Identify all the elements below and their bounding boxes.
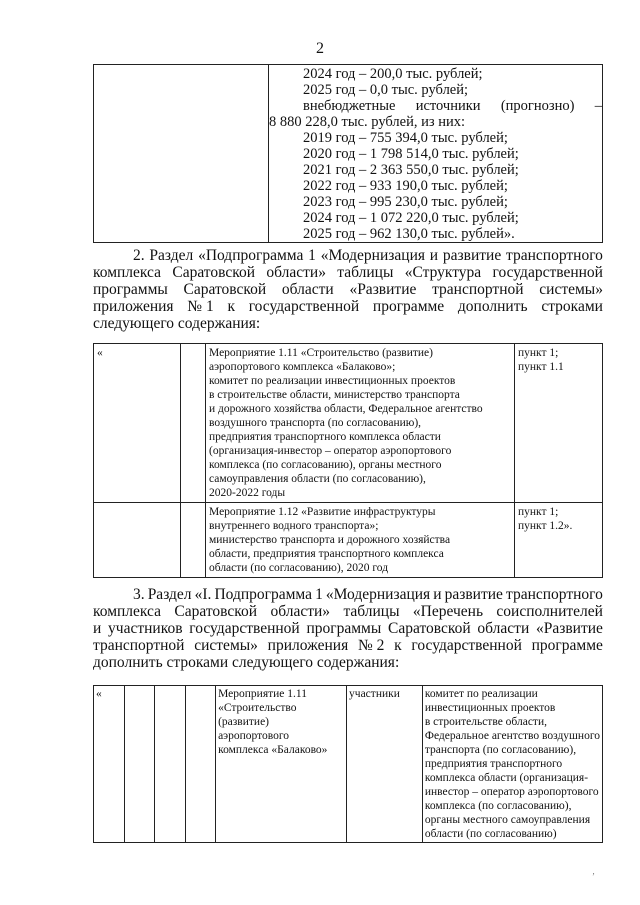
paragraph-line: [93, 603, 603, 620]
paragraph-line: [93, 264, 603, 281]
participant-line: инвестиционных проектов: [424, 702, 556, 714]
paragraph-word: области: [477, 620, 530, 637]
measure-line: области, предприятия транспортного комплекса: [209, 548, 444, 560]
funding-line: 2025 год – 0,0 тыс. рублей;: [303, 82, 469, 98]
funding-line: [269, 98, 602, 114]
paragraph-word: транспортного: [506, 247, 603, 264]
paragraph-word: и: [93, 620, 102, 637]
participants-empty-cell: [185, 686, 215, 843]
measure-line: самоуправления области (по согласованию),: [209, 473, 426, 485]
paragraph-word: программе: [372, 298, 445, 315]
paragraph-word: таблицы: [343, 603, 400, 620]
paragraph-word: и: [433, 586, 442, 603]
paragraph-word: «Модернизация: [320, 247, 425, 264]
participants-event-cell: [216, 686, 347, 843]
participants-list-cell: [422, 686, 602, 843]
paragraph-word: таблицы: [337, 264, 394, 281]
event-line: Мероприятие 1.11: [218, 688, 307, 700]
funding-word: –: [594, 98, 602, 114]
funding-table-right-cell: [269, 65, 603, 243]
event-line: комплекса «Балаково»: [218, 744, 328, 756]
scan-mark: ‚: [592, 866, 595, 876]
structure-points-cell: [515, 503, 603, 578]
structure-table: [93, 343, 603, 578]
paragraph-word: № 1: [187, 298, 214, 315]
paragraph-word: приложения: [93, 298, 174, 315]
paragraph-word: государственной: [248, 298, 360, 315]
structure-empty-cell: [181, 344, 206, 503]
measure-line: комплекса (по согласованию), органы местного: [209, 459, 442, 471]
participants-empty-cell: [124, 686, 154, 843]
measure-line: 2020-2022 годы: [209, 487, 286, 499]
measure-1-11-points: [518, 346, 599, 374]
paragraph-word: дополнить строками следующего содержания:: [93, 654, 400, 671]
structure-text-cell: [206, 503, 515, 578]
paragraph-word: 2.: [133, 247, 145, 264]
paragraph-word: «I.: [194, 586, 212, 603]
funding-word: внебюджетные: [303, 98, 396, 114]
measure-1-12-points: [518, 505, 599, 533]
funding-lines: [269, 65, 602, 242]
funding-line: 2023 год – 995 230,0 тыс. рублей;: [303, 194, 508, 210]
paragraph-word: и: [429, 247, 439, 264]
measure-1-11-text: [209, 346, 511, 500]
paragraph-word: области»: [266, 264, 326, 281]
measure-line: министерство транспорта и дорожного хозяйства: [209, 534, 451, 546]
funding-line: 2020 год – 1 798 514,0 тыс. рублей;: [303, 146, 519, 162]
paragraph-word: области»: [270, 603, 331, 620]
role-label: участники: [349, 688, 400, 700]
measure-line: (организация-инвестор – оператор аэропортового: [209, 445, 452, 457]
point-line: пункт 1.2».: [518, 520, 573, 532]
funding-line: 2024 год – 1 072 220,0 тыс. рублей;: [303, 210, 519, 226]
paragraph-word: «Развитие: [349, 281, 417, 298]
funding-line: 2025 год – 962 130,0 тыс. рублей».: [303, 226, 515, 242]
funding-table-left-cell: [94, 65, 269, 243]
structure-text-cell: [206, 344, 515, 503]
paragraph-word: программы: [93, 281, 168, 298]
participants-list: [425, 687, 600, 841]
participant-line: инвестор – оператор аэропортового: [424, 786, 599, 798]
structure-points-cell: [515, 344, 603, 503]
paragraph-word: «Подпрограмма: [198, 247, 304, 264]
structure-empty-cell: [181, 503, 206, 578]
section-2-paragraph: [93, 247, 603, 332]
paragraph-word: к: [394, 637, 402, 654]
paragraph-word: транспортной: [432, 281, 524, 298]
paragraph-line: [93, 247, 603, 264]
paragraph-line: [93, 654, 603, 671]
paragraph-word: программы: [306, 620, 382, 637]
funding-line: 2019 год – 755 394,0 тыс. рублей;: [303, 130, 508, 146]
participant-line: в строительстве области,: [424, 716, 547, 728]
paragraph-word: участников: [108, 620, 183, 637]
paragraph-word: системы»: [539, 281, 603, 298]
paragraph-word: 1: [308, 247, 316, 264]
paragraph-word: 3.: [133, 586, 145, 603]
paragraph-word: развитие: [444, 586, 503, 603]
event-line: (развитие): [218, 716, 270, 728]
event-1-11-text: [218, 687, 344, 757]
measure-line: внутреннего водного транспорта»;: [209, 520, 379, 532]
paragraph-word: государственной: [189, 620, 300, 637]
measure-line: и дорожного хозяйства области, Федеральное агентство: [209, 403, 483, 415]
participant-line: транспорта (по согласованию),: [424, 744, 577, 756]
paragraph-word: развитие: [442, 247, 502, 264]
paragraph-word: транспортной: [93, 637, 185, 654]
point-line: пункт 1.1: [518, 361, 564, 373]
paragraph-word: 1: [315, 586, 323, 603]
participants-table: [93, 685, 603, 843]
section-3-paragraph: [93, 586, 603, 671]
participant-line: предприятия транспортного: [424, 758, 563, 770]
paragraph-word: Раздел: [149, 247, 194, 264]
measure-line: воздушного транспорта (по согласованию),: [209, 417, 422, 429]
point-line: пункт 1;: [518, 506, 559, 518]
paragraph-word: программе: [531, 637, 603, 654]
measure-line: Мероприятие 1.11 «Строительство (развитие): [209, 347, 433, 359]
paragraph-word: транспортного: [505, 586, 603, 603]
participant-line: области (по согласованию): [424, 828, 557, 840]
funding-line: 2022 год – 933 190,0 тыс. рублей;: [303, 178, 508, 194]
paragraph-line: [93, 281, 603, 298]
event-line: «Строительство: [218, 702, 297, 714]
participant-line: комплекса области (организация-: [424, 772, 589, 784]
paragraph-word: «Структура: [404, 264, 482, 281]
paragraph-line: [93, 586, 603, 603]
opening-quote: «: [97, 347, 103, 359]
paragraph-word: Раздел: [147, 586, 192, 603]
measure-line: в строительстве области, министерство транспорта: [209, 389, 460, 401]
paragraph-line: [93, 315, 603, 332]
paragraph-word: дополнить: [457, 298, 528, 315]
page-number: 2: [316, 40, 324, 57]
paragraph-word: Саратовской: [172, 264, 256, 281]
paragraph-line: [93, 620, 603, 637]
paragraph-word: комплекса: [93, 264, 162, 281]
measure-line: комитет по реализации инвестиционных проектов: [209, 375, 456, 387]
funding-line: 8 880 228,0 тыс. рублей, из них:: [269, 114, 465, 130]
point-line: пункт 1;: [518, 347, 559, 359]
paragraph-word: Подпрограмма: [214, 586, 313, 603]
paragraph-word: соисполнителей: [496, 603, 603, 620]
paragraph-word: следующего содержания:: [93, 315, 261, 332]
paragraph-word: области: [281, 281, 334, 298]
structure-quote-cell: [94, 503, 181, 578]
measure-line: аэропортового комплекса «Балаково»;: [209, 361, 396, 373]
paragraph-word: Саратовской: [174, 603, 258, 620]
measure-line: предприятия транспортного комплекса области: [209, 431, 441, 443]
paragraph-word: государственной: [492, 264, 603, 281]
paragraph-word: строками: [541, 298, 603, 315]
funding-word: (прогнозно): [500, 98, 575, 114]
paragraph-word: «Перечень: [412, 603, 484, 620]
paragraph-word: приложения: [267, 637, 349, 654]
paragraph-line: [93, 298, 603, 315]
participants-role-cell: [347, 686, 423, 843]
participants-quote-cell: [94, 686, 125, 843]
funding-line: 2024 год – 200,0 тыс. рублей;: [303, 66, 483, 82]
paragraph-word: государственной: [411, 637, 522, 654]
measure-line: области (по согласованию), 2020 год: [209, 562, 389, 574]
participant-line: органы местного самоуправления: [424, 814, 591, 826]
paragraph-word: № 2: [357, 637, 385, 654]
funding-line: 2021 год – 2 363 550,0 тыс. рублей;: [303, 162, 519, 178]
measure-1-12-text: [209, 505, 511, 575]
paragraph-word: системы»: [194, 637, 258, 654]
structure-quote-cell: [94, 344, 181, 503]
opening-quote: «: [96, 688, 102, 700]
participant-line: комплекса (по согласованию),: [424, 800, 572, 812]
paragraph-word: «Развитие: [535, 620, 603, 637]
paragraph-line: [93, 637, 603, 654]
paragraph-word: комплекса: [93, 603, 162, 620]
paragraph-word: к: [227, 298, 235, 315]
funding-word: источники: [415, 98, 481, 114]
participant-line: Федеральное агентство воздушного: [424, 730, 600, 742]
event-line: аэропортового: [218, 730, 290, 742]
participant-line: комитет по реализации: [424, 688, 538, 700]
paragraph-word: Саратовской: [183, 281, 267, 298]
measure-line: Мероприятие 1.12 «Развитие инфраструктуры: [209, 506, 436, 518]
participants-empty-cell: [155, 686, 185, 843]
paragraph-word: Саратовской: [388, 620, 471, 637]
funding-table: [93, 64, 603, 243]
paragraph-word: «Модернизация: [325, 586, 431, 603]
